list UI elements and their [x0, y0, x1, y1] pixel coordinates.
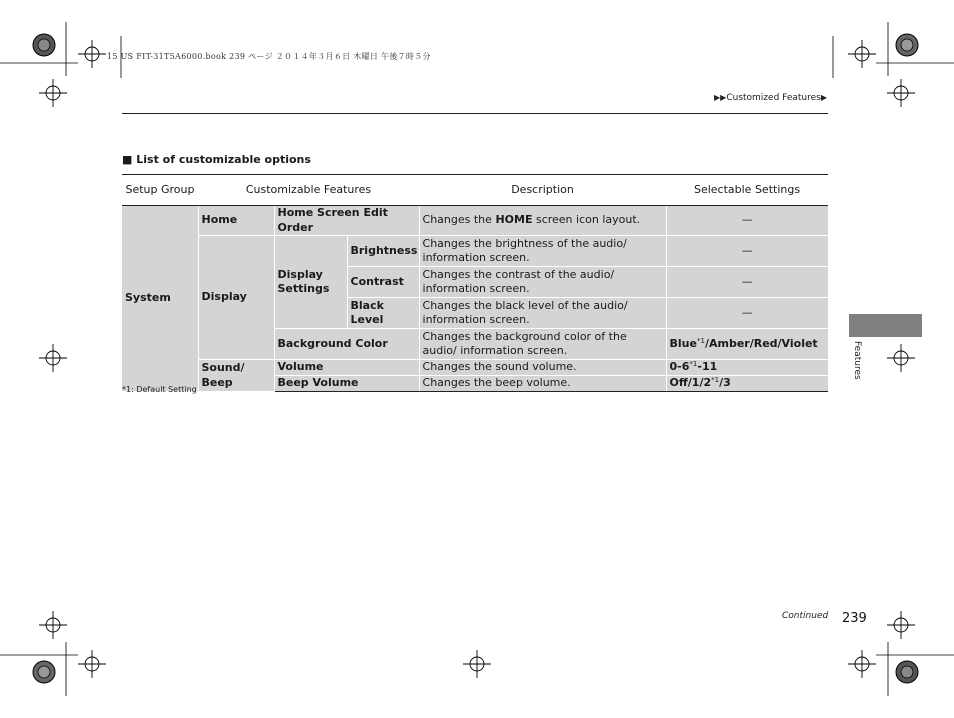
- desc-brightness: Changes the brightness of the audio/ information screen.: [419, 236, 666, 267]
- footnote: *1: Default Setting: [122, 385, 197, 394]
- desc-background-color: Changes the background color of the audio/ information screen.: [419, 329, 666, 360]
- feature-home: Home: [198, 206, 274, 236]
- label-black-level: Black Level: [347, 298, 419, 329]
- print-header: 15 US FIT-31T5A6000.book 239 ページ ２０１４年３月６日 木曜日 午後７時５分: [107, 52, 431, 61]
- desc-beep-volume: Changes the beep volume.: [419, 376, 666, 392]
- breadcrumb: [714, 93, 827, 103]
- setting-black-level: —: [666, 298, 828, 329]
- header-settings: Selectable Settings: [666, 175, 828, 206]
- customizable-options-table: [122, 174, 828, 392]
- label-brightness: Brightness: [347, 236, 419, 267]
- side-tab-features[interactable]: [849, 314, 922, 337]
- sub-display-settings: Display Settings: [274, 236, 347, 329]
- continued-label: Continued: [782, 611, 829, 621]
- section-marker-icon: ■: [122, 153, 133, 166]
- setting-brightness: —: [666, 236, 828, 267]
- label-volume: Volume: [274, 360, 419, 376]
- desc-volume: Changes the sound volume.: [419, 360, 666, 376]
- table-row: [122, 236, 828, 267]
- table-row: [122, 206, 828, 236]
- label-contrast: Contrast: [347, 267, 419, 298]
- section-title-text: List of customizable options: [136, 153, 311, 166]
- header-description: Description: [419, 175, 666, 206]
- feature-sound-beep: Sound/ Beep: [198, 360, 274, 392]
- label-beep-volume: Beep Volume: [274, 376, 419, 392]
- side-tab-label: Features: [852, 341, 862, 380]
- desc-contrast: Changes the contrast of the audio/ information screen.: [419, 267, 666, 298]
- setting-volume: 0-6$^{*1}$-11: [666, 360, 828, 376]
- breadcrumb-arrows-icon: ▶▶: [714, 93, 727, 102]
- desc-black-level: Changes the black level of the audio/ information screen.: [419, 298, 666, 329]
- section-title: [122, 153, 311, 166]
- breadcrumb-label[interactable]: Customized Features: [726, 93, 821, 103]
- label-background-color: Background Color: [274, 329, 419, 360]
- top-rule: [122, 113, 828, 114]
- table-row: [122, 360, 828, 376]
- sub-home-screen-edit-order: Home Screen Edit Order: [274, 206, 419, 236]
- setting-home: —: [666, 206, 828, 236]
- header-setup-group: Setup Group: [122, 175, 198, 206]
- header-features: Customizable Features: [198, 175, 419, 206]
- group-system: System: [122, 206, 198, 392]
- table-header-row: [122, 175, 828, 206]
- page-number: 239: [842, 611, 867, 626]
- feature-display: Display: [198, 236, 274, 360]
- setting-contrast: —: [666, 267, 828, 298]
- desc-home: Changes the HOME screen icon layout.: [419, 206, 666, 236]
- setting-beep-volume: Off/1/2$^{*1}$/3: [666, 376, 828, 392]
- setting-background-color: Blue$^{*1}$/Amber/Red/Violet: [666, 329, 828, 360]
- breadcrumb-end-arrow-icon: ▶: [820, 93, 827, 102]
